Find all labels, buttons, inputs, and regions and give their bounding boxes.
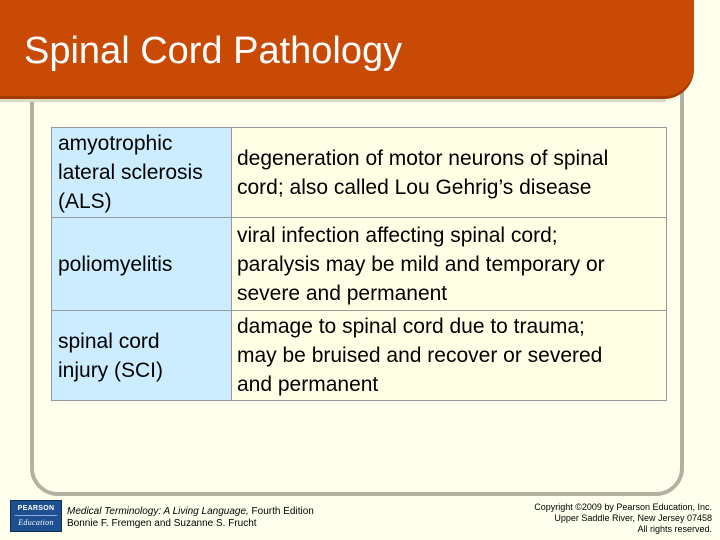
definition-text: severe and permanent xyxy=(237,281,448,305)
book-citation xyxy=(67,506,314,530)
term-text: injury (SCI) xyxy=(58,358,164,382)
terms-table xyxy=(51,127,667,401)
term-text: lateral sclerosis xyxy=(58,161,203,184)
definition-cell xyxy=(232,311,667,401)
term-cell xyxy=(52,128,232,218)
definition-text: viral infection affecting spinal cord; xyxy=(237,223,558,247)
copyright-line: Copyright ©2009 by Pearson Education, Inc. xyxy=(534,502,712,512)
term-text: (ALS) xyxy=(58,190,112,213)
term-cell xyxy=(52,218,232,311)
term-text: amyotrophic xyxy=(58,132,173,155)
definition-text: degeneration of motor neurons of spinal xyxy=(237,146,609,170)
slide-title: Spinal Cord Pathology xyxy=(24,30,403,72)
definition-text: may be bruised and recover or severed xyxy=(237,344,603,367)
book-title: Medical Terminology: A Living Language, xyxy=(67,506,249,517)
book-authors: Bonnie F. Fremgen and Suzanne S. Frucht xyxy=(67,518,257,529)
definition-cell xyxy=(232,128,667,218)
publisher-logo xyxy=(10,500,62,532)
title-underline xyxy=(0,96,666,102)
definition-text: damage to spinal cord due to trauma; xyxy=(237,315,585,338)
copyright-line: Upper Saddle River, New Jersey 07458 xyxy=(554,513,712,523)
definition-text: cord; also called Lou Gehrig’s disease xyxy=(237,175,592,199)
logo-text-bottom: Education xyxy=(18,518,54,527)
table-row xyxy=(52,311,667,401)
book-title-line xyxy=(67,506,314,518)
definition-cell xyxy=(232,218,667,311)
table-row xyxy=(52,128,667,218)
definition-text: and permanent xyxy=(237,373,379,396)
term-text: spinal cord xyxy=(58,329,160,353)
logo-text-top: PEARSON xyxy=(17,505,55,512)
term-text: poliomyelitis xyxy=(58,252,173,276)
title-bar xyxy=(0,0,694,96)
table-row xyxy=(52,218,667,311)
term-cell xyxy=(52,311,232,401)
copyright-notice xyxy=(534,502,712,535)
copyright-line: All rights reserved. xyxy=(637,524,712,534)
book-edition: Fourth Edition xyxy=(248,506,314,517)
definition-text: paralysis may be mild and temporary or xyxy=(237,252,605,276)
logo-divider xyxy=(15,515,57,516)
